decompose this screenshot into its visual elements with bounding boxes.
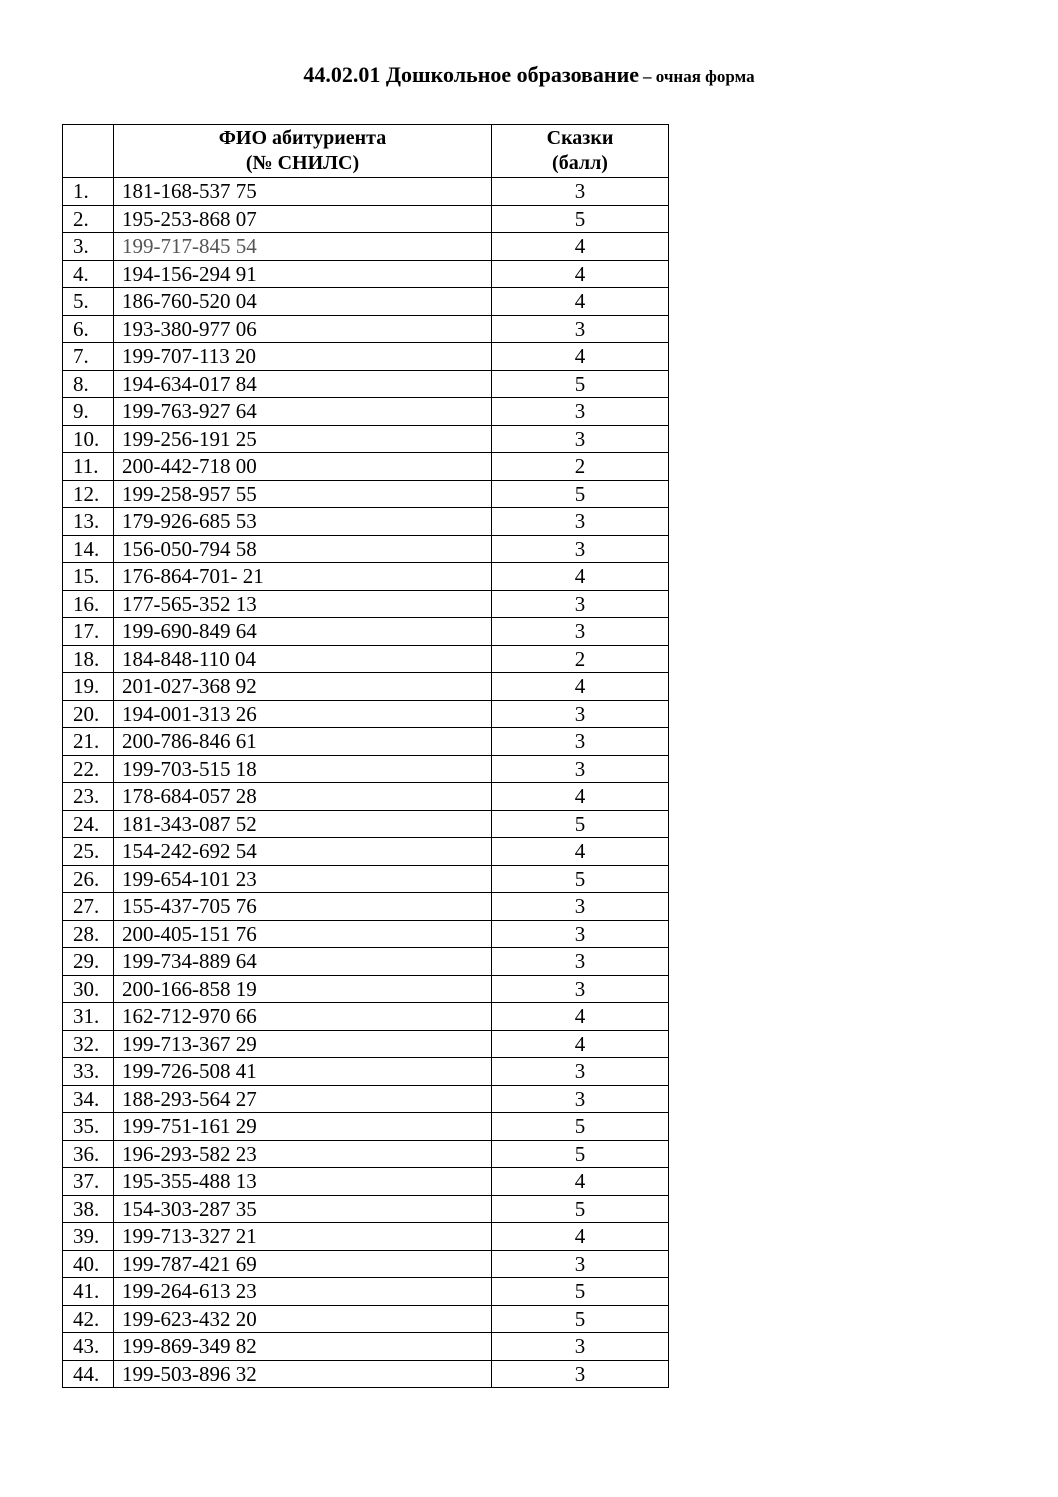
row-number: 12. [63,480,114,508]
header-score [492,125,669,178]
row-score: 3 [492,535,669,563]
row-score: 3 [492,1250,669,1278]
row-number: 10. [63,425,114,453]
table-row [63,1030,669,1058]
table-row [63,425,669,453]
row-score: 3 [492,1058,669,1086]
row-score: 4 [492,783,669,811]
table-row [63,343,669,371]
row-score: 5 [492,1195,669,1223]
row-snils: 181-168-537 75 [114,178,492,206]
table-row [63,783,669,811]
table-row [63,1140,669,1168]
row-score: 2 [492,645,669,673]
row-snils: 200-786-846 61 [114,728,492,756]
row-score: 4 [492,1030,669,1058]
table-row [63,948,669,976]
table-row [63,1223,669,1251]
row-score: 3 [492,618,669,646]
row-snils: 193-380-977 06 [114,315,492,343]
row-snils: 199-713-327 21 [114,1223,492,1251]
row-number: 22. [63,755,114,783]
row-number: 33. [63,1058,114,1086]
row-score: 3 [492,425,669,453]
table-row [63,370,669,398]
table-row [63,1195,669,1223]
table-row [63,810,669,838]
row-number: 6. [63,315,114,343]
table-row [63,645,669,673]
table-row [63,508,669,536]
row-snils: 179-926-685 53 [114,508,492,536]
row-number: 5. [63,288,114,316]
header-snils-line2: (№ СНИЛС) [245,152,360,174]
row-number: 36. [63,1140,114,1168]
row-snils: 199-256-191 25 [114,425,492,453]
table-row [63,1305,669,1333]
row-number: 8. [63,370,114,398]
row-number: 4. [63,260,114,288]
row-score: 4 [492,343,669,371]
row-score: 4 [492,563,669,591]
row-score: 3 [492,728,669,756]
row-number: 28. [63,920,114,948]
row-score: 5 [492,1113,669,1141]
table-row [63,1003,669,1031]
row-snils: 194-001-313 26 [114,700,492,728]
page-title-code: 44.02.01 Дошкольное образование [303,62,640,87]
row-score: 3 [492,920,669,948]
table-row [63,1250,669,1278]
row-snils: 199-763-927 64 [114,398,492,426]
table-row [63,590,669,618]
page-title-form: – очная форма [643,67,755,86]
header-num [63,125,114,178]
table-row [63,920,669,948]
row-snils: 199-869-349 82 [114,1333,492,1361]
row-score: 4 [492,233,669,261]
row-score: 4 [492,673,669,701]
row-number: 2. [63,205,114,233]
row-snils: 154-242-692 54 [114,838,492,866]
row-number: 14. [63,535,114,563]
table-row [63,755,669,783]
table-row [63,1058,669,1086]
row-number: 37. [63,1168,114,1196]
row-score: 4 [492,288,669,316]
row-snils: 195-355-488 13 [114,1168,492,1196]
row-number: 11. [63,453,114,481]
table-header-row [63,125,669,178]
table-row [63,1085,669,1113]
table-row [63,535,669,563]
header-score-line2: (балл) [552,152,608,174]
row-snils: 199-503-896 32 [114,1360,492,1388]
row-snils: 199-703-515 18 [114,755,492,783]
row-snils: 154-303-287 35 [114,1195,492,1223]
row-score: 5 [492,1305,669,1333]
header-snils [114,125,492,178]
row-score: 3 [492,700,669,728]
table-row [63,453,669,481]
row-score: 3 [492,755,669,783]
row-number: 42. [63,1305,114,1333]
row-score: 4 [492,1168,669,1196]
row-score: 4 [492,1003,669,1031]
row-snils: 178-684-057 28 [114,783,492,811]
row-score: 5 [492,480,669,508]
row-score: 3 [492,398,669,426]
row-number: 17. [63,618,114,646]
applicants-table [62,124,669,1388]
row-snils: 201-027-368 92 [114,673,492,701]
header-snils-line1: ФИО абитуриента [218,127,387,149]
row-snils: 176-864-701- 21 [114,563,492,591]
row-number: 13. [63,508,114,536]
table-row [63,618,669,646]
row-snils: 199-734-889 64 [114,948,492,976]
row-number: 18. [63,645,114,673]
row-snils: 177-565-352 13 [114,590,492,618]
row-number: 39. [63,1223,114,1251]
row-score: 3 [492,590,669,618]
row-score: 3 [492,948,669,976]
row-number: 26. [63,865,114,893]
row-snils: 199-654-101 23 [114,865,492,893]
row-snils: 188-293-564 27 [114,1085,492,1113]
row-number: 38. [63,1195,114,1223]
row-number: 3. [63,233,114,261]
row-snils: 199-264-613 23 [114,1278,492,1306]
table-row [63,893,669,921]
row-number: 25. [63,838,114,866]
row-score: 5 [492,810,669,838]
row-score: 4 [492,838,669,866]
row-score: 5 [492,865,669,893]
row-number: 29. [63,948,114,976]
row-number: 44. [63,1360,114,1388]
row-snils: 199-707-113 20 [114,343,492,371]
row-snils: 186-760-520 04 [114,288,492,316]
row-score: 5 [492,205,669,233]
row-number: 24. [63,810,114,838]
row-score: 3 [492,178,669,206]
row-number: 9. [63,398,114,426]
row-number: 20. [63,700,114,728]
row-snils: 199-690-849 64 [114,618,492,646]
row-snils: 195-253-868 07 [114,205,492,233]
table-row [63,563,669,591]
row-number: 43. [63,1333,114,1361]
row-snils: 162-712-970 66 [114,1003,492,1031]
row-snils: 200-442-718 00 [114,453,492,481]
table-row [63,673,669,701]
table-row [63,288,669,316]
row-score: 4 [492,1223,669,1251]
row-number: 40. [63,1250,114,1278]
row-snils: 196-293-582 23 [114,1140,492,1168]
row-score: 5 [492,370,669,398]
row-snils: 199-726-508 41 [114,1058,492,1086]
row-number: 15. [63,563,114,591]
table-row [63,865,669,893]
table-header [63,125,669,178]
row-snils: 184-848-110 04 [114,645,492,673]
row-number: 27. [63,893,114,921]
row-number: 16. [63,590,114,618]
row-score: 3 [492,1333,669,1361]
table-row [63,1333,669,1361]
header-score-line1: Сказки [546,127,614,149]
table-row [63,1168,669,1196]
row-score: 3 [492,1360,669,1388]
row-score: 2 [492,453,669,481]
row-score: 3 [492,1085,669,1113]
row-snils: 199-258-957 55 [114,480,492,508]
row-number: 1. [63,178,114,206]
row-number: 35. [63,1113,114,1141]
table-row [63,975,669,1003]
table-row [63,260,669,288]
row-snils: 155-437-705 76 [114,893,492,921]
row-number: 21. [63,728,114,756]
row-snils: 156-050-794 58 [114,535,492,563]
row-score: 4 [492,260,669,288]
row-score: 3 [492,315,669,343]
table-row [63,178,669,206]
table-body [63,178,669,1388]
table-row [63,1113,669,1141]
row-number: 23. [63,783,114,811]
table-row [63,728,669,756]
row-snils: 199-787-421 69 [114,1250,492,1278]
row-snils: 199-713-367 29 [114,1030,492,1058]
row-snils: 199-751-161 29 [114,1113,492,1141]
table-row [63,205,669,233]
row-snils: 199-717-845 54 [114,233,492,261]
row-number: 30. [63,975,114,1003]
row-snils: 200-166-858 19 [114,975,492,1003]
table-row [63,1360,669,1388]
row-number: 7. [63,343,114,371]
row-number: 19. [63,673,114,701]
table-row [63,233,669,261]
row-score: 3 [492,975,669,1003]
table-row [63,700,669,728]
row-number: 31. [63,1003,114,1031]
row-score: 3 [492,508,669,536]
table-row [63,315,669,343]
row-snils: 194-156-294 91 [114,260,492,288]
table-row [63,1278,669,1306]
row-number: 41. [63,1278,114,1306]
row-snils: 200-405-151 76 [114,920,492,948]
row-score: 5 [492,1278,669,1306]
row-score: 5 [492,1140,669,1168]
row-snils: 181-343-087 52 [114,810,492,838]
page-title [0,62,1058,88]
table-row [63,398,669,426]
row-snils: 194-634-017 84 [114,370,492,398]
table-row [63,480,669,508]
row-snils: 199-623-432 20 [114,1305,492,1333]
row-number: 34. [63,1085,114,1113]
table-row [63,838,669,866]
row-score: 3 [492,893,669,921]
row-number: 32. [63,1030,114,1058]
